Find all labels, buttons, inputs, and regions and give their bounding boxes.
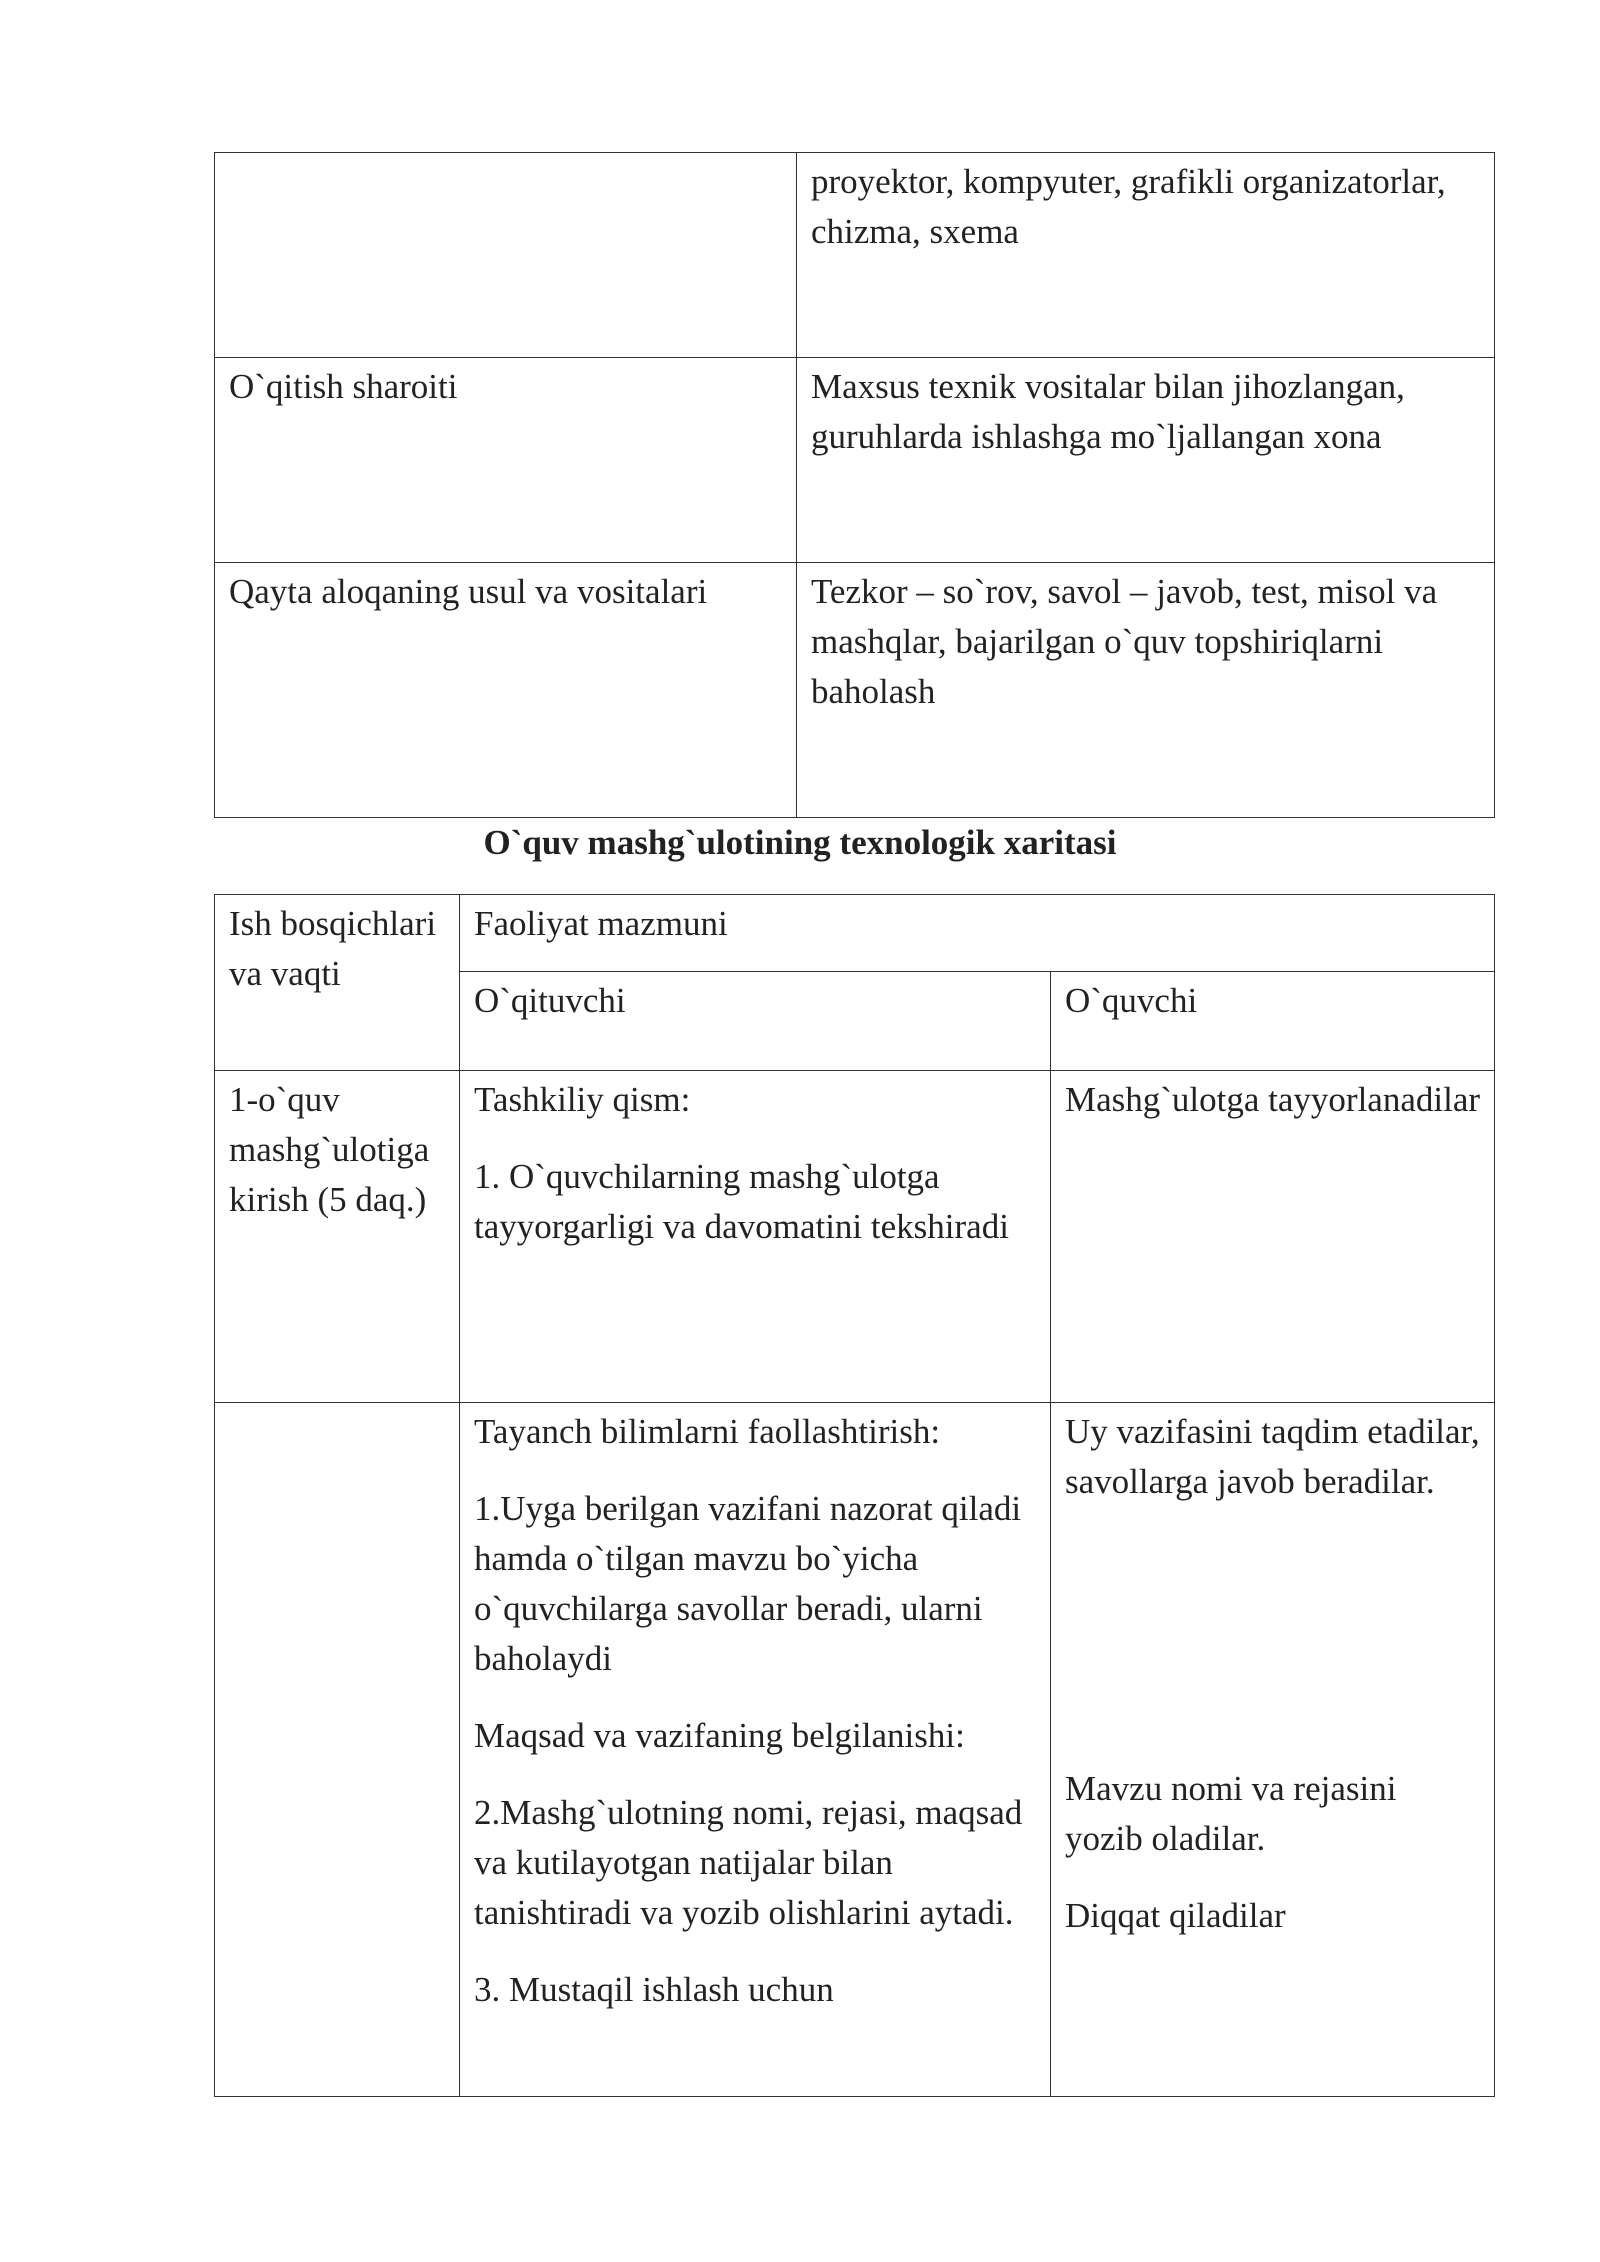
feedback-text: Tezkor – so`rov, savol – javob, test, misol va mashqlar, bajarilgan o`quv topshiriqlarni baholash [797, 563, 1495, 818]
student-header: O`quvchi [1051, 972, 1495, 1071]
student-cell [1051, 1403, 1495, 2097]
teacher-paragraph: 1. O`quvchilarning mashg`ulotga tayyorgarligi va davomatini tekshiradi [474, 1157, 1009, 1246]
activity-header: Faoliyat mazmuni [460, 895, 1495, 972]
student-cell [1051, 1071, 1495, 1403]
student-paragraph: Uy vazifasini taqdim etadilar, savollarga javob beradilar. [1065, 1412, 1480, 1501]
teacher-paragraph: 3. Mustaqil ishlash uchun [474, 1970, 834, 2009]
table-row [215, 358, 1495, 563]
stage-cell [215, 1403, 460, 2097]
row-label: O`qitish sharoiti [215, 358, 797, 563]
stage-cell: 1-o`quv mashg`ulotiga kirish (5 daq.) [215, 1071, 460, 1403]
teacher-header: O`qituvchi [460, 972, 1051, 1071]
table-row [215, 1071, 1495, 1403]
row-label [215, 153, 797, 358]
teacher-paragraph: 2.Mashg`ulotning nomi, rejasi, maqsad va kutilayotgan natijalar bilan tanishtiradi va yozib olishlarini aytadi. [474, 1793, 1023, 1932]
teacher-paragraph: Tayanch bilimlarni faollashtirish: [474, 1412, 941, 1451]
student-paragraph: Mavzu nomi va rejasini yozib oladilar. [1065, 1769, 1397, 1858]
student-paragraph: Diqqat qiladilar [1065, 1896, 1286, 1935]
equipment-text: proyektor, kompyuter, grafikli organizatorlar, chizma, sxema [797, 153, 1495, 358]
teacher-paragraph: Maqsad va vazifaning belgilanishi: [474, 1716, 965, 1755]
conditions-text: Maxsus texnik vositalar bilan jihozlangan, guruhlarda ishlashga mo`ljallangan xona [797, 358, 1495, 563]
teacher-cell [460, 1403, 1051, 2097]
student-paragraph: Mashg`ulotga tayyorlanadilar [1065, 1080, 1481, 1119]
teacher-paragraph: Tashkiliy qism: [474, 1080, 691, 1119]
section-title: O`quv mashg`ulotining texnologik xaritasi [483, 823, 1117, 862]
table-row [215, 1403, 1495, 2097]
tech-map-table [214, 894, 1495, 2097]
stage-header: Ish bosqichlari va vaqti [215, 895, 460, 1071]
teacher-paragraph: 1.Uyga berilgan vazifani nazorat qiladi hamda o`tilgan mavzu bo`yicha o`quvchilarga savollar beradi, ularni baholaydi [474, 1489, 1022, 1678]
teacher-cell [460, 1071, 1051, 1403]
table-header-row [215, 895, 1495, 972]
resources-table [214, 152, 1495, 818]
table-row [215, 563, 1495, 818]
table-row [215, 153, 1495, 358]
row-label: Qayta aloqaning usul va vositalari [215, 563, 797, 818]
